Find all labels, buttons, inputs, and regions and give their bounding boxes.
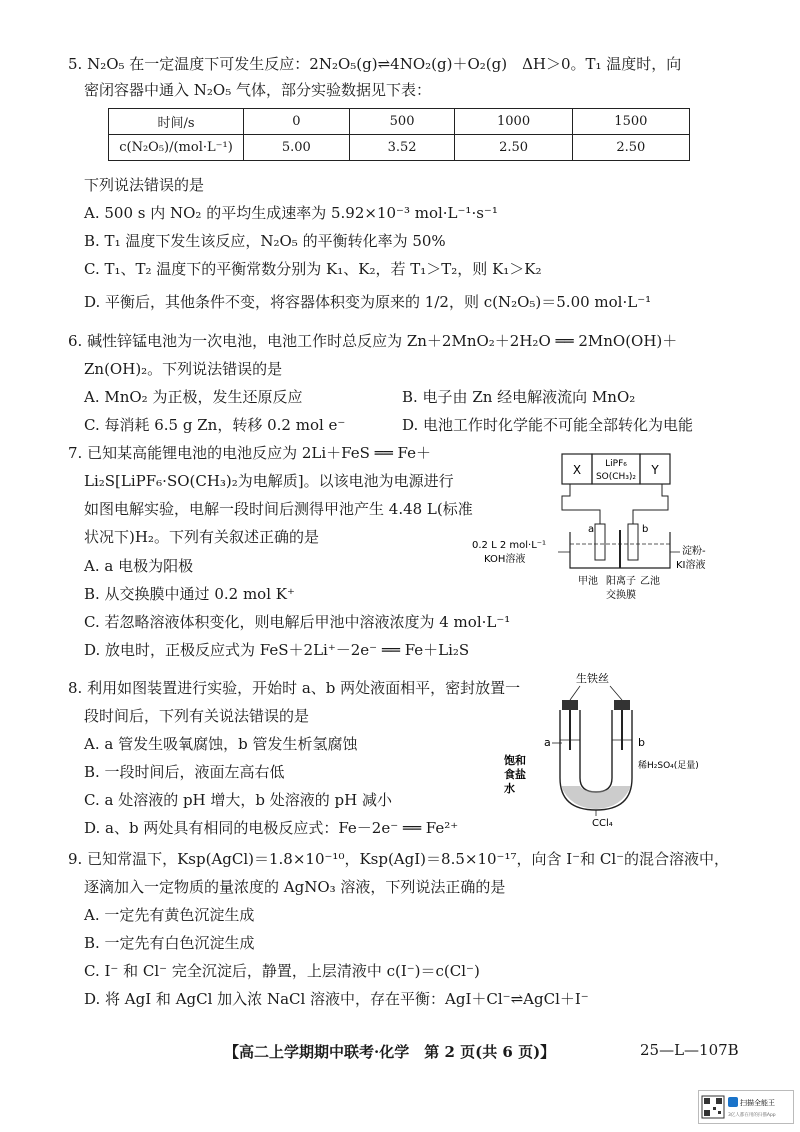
q6-stem-line1: 6. 碱性锌锰电池为一次电池，电池工作时总反应为 Zn＋2MnO₂＋2H₂O ══ 2MnO(OH)＋	[68, 332, 678, 350]
q7-stem-line3: 如图电解实验，电解一段时间后测得甲池产生 4.48 L(标准	[84, 500, 473, 518]
q6-option-a: A. MnO₂ 为正极，发生还原反应	[84, 388, 303, 406]
qr-dot	[718, 1111, 721, 1114]
cs-logo-icon	[728, 1097, 738, 1107]
q9-stem-line2: 逐滴加入一定物质的量浓度的 AgNO₃ 溶液，下列说法正确的是	[84, 878, 506, 896]
wire-left	[562, 484, 600, 524]
exam-code: 25—L—107B	[640, 1041, 739, 1059]
table-cell: 5.00	[244, 135, 350, 161]
label-koh-conc: 0.2 L 2 mol·L⁻¹	[472, 540, 547, 551]
electrode-b	[628, 524, 638, 560]
q6-option-c: C. 每消耗 6.5 g Zn，转移 0.2 mol e⁻	[84, 416, 346, 434]
label-so-ch3: SO(CH₃)₂	[595, 472, 637, 482]
q7-option-b: B. 从交换膜中通过 0.2 mol K⁺	[84, 585, 295, 603]
q7-electrolysis-figure	[470, 448, 780, 618]
table-cell: 时间/s	[109, 109, 244, 135]
q9-option-c: C. I⁻ 和 Cl⁻ 完全沉淀后，静置，上层清液中 c(I⁻)＝c(Cl⁻)	[84, 962, 480, 980]
q7-stem-line2: Li₂S[LiPF₆·SO(CH₃)₂为电解质]。以该电池为电源进行	[84, 472, 454, 490]
qr-corner	[704, 1098, 710, 1104]
table-cell: 1000	[455, 109, 572, 135]
ccl4-layer	[561, 786, 631, 809]
table-row	[109, 109, 690, 135]
q7-option-a: A. a 电极为阳极	[84, 557, 194, 575]
label-saturated: 饱和	[504, 754, 526, 767]
pointer-wire-left	[570, 686, 580, 700]
q5-prompt: 下列说法错误的是	[84, 176, 205, 194]
table-cell: 2.50	[572, 135, 689, 161]
q8-option-a: A. a 管发生吸氧腐蚀，b 管发生析氢腐蚀	[84, 735, 358, 753]
q9-option-a: A. 一定先有黄色沉淀生成	[84, 906, 255, 924]
label-ki-solution: KI溶液	[676, 560, 706, 571]
q6-option-b: B. 电子由 Zn 经电解液流向 MnO₂	[402, 388, 636, 406]
q9-option-d: D. 将 AgI 和 AgCl 加入浓 NaCl 溶液中，存在平衡：AgI＋Cl⁻⇌AgCl＋I⁻	[84, 990, 589, 1008]
q5-option-c: C. T₁、T₂ 温度下的平衡常数分别为 K₁、K₂，若 T₁＞T₂，则 K₁＞K₂	[84, 260, 542, 278]
q5-option-a: A. 500 s 内 NO₂ 的平均生成速率为 5.92×10⁻³ mol·L⁻¹·s⁻¹	[84, 204, 498, 222]
q7-option-d: D. 放电时，正极反应式为 FeS＋2Li⁺－2e⁻ ══ Fe＋Li₂S	[84, 641, 470, 659]
label-salt: 食盐	[504, 768, 526, 781]
label-electrode-b: b	[642, 524, 649, 535]
q9-option-b: B. 一定先有白色沉淀生成	[84, 934, 255, 952]
label-koh-solution: KOH溶液	[484, 554, 526, 565]
q7-stem-line4: 状况下)H₂。下列有关叙述正确的是	[84, 528, 319, 546]
pointer-wire-right	[610, 686, 622, 700]
q6-stem-line2: Zn(OH)₂。下列说法错误的是	[84, 360, 283, 378]
table-row	[109, 135, 690, 161]
label-ccl4: CCl₄	[592, 818, 613, 828]
u-tube-inner	[580, 710, 612, 792]
label-iron-wire: 生铁丝	[576, 672, 609, 685]
electrode-a	[595, 524, 605, 560]
q5-option-b: B. T₁ 温度下发生该反应，N₂O₅ 的平衡转化率为 50%	[84, 232, 446, 250]
q6-option-d: D. 电池工作时化学能不可能全部转化为电能	[402, 416, 694, 434]
label-lipf6: LiPF₆	[605, 459, 627, 469]
q8-stem-line2: 段时间后，下列有关说法错误的是	[84, 707, 310, 725]
stopper-left	[562, 700, 578, 710]
q5-stem-line1: 5. N₂O₅ 在一定温度下可发生反应：2N₂O₅(g)⇌4NO₂(g)＋O₂(g) ΔH＞0。T₁ 温度时，向	[68, 55, 682, 73]
label-yi-pool: 乙池	[640, 576, 660, 587]
qr-dot	[713, 1107, 716, 1110]
label-b: b	[638, 736, 645, 749]
label-starch: 淀粉-	[682, 546, 706, 557]
q8-option-c: C. a 处溶液的 pH 增大，b 处溶液的 pH 减小	[84, 791, 392, 809]
q8-option-d: D. a、b 两处具有相同的电极反应式：Fe－2e⁻ ══ Fe²⁺	[84, 819, 459, 837]
table-cell: c(N₂O₅)/(mol·L⁻¹)	[109, 135, 244, 161]
stamp-sub: 3亿人都在用的扫描App	[728, 1113, 776, 1118]
q5-data-table	[108, 108, 690, 161]
stopper-right	[614, 700, 630, 710]
q8-u-tube-figure	[500, 668, 700, 828]
qr-corner	[716, 1098, 722, 1104]
label-dilute-acid: 稀H₂SO₄(足量)	[638, 761, 699, 771]
q5-stem-line2: 密闭容器中通入 N₂O₅ 气体，部分实验数据见下表：	[84, 81, 431, 99]
table-cell: 2.50	[455, 135, 572, 161]
q7-option-c: C. 若忽略溶液体积变化，则电解后甲池中溶液浓度为 4 mol·L⁻¹	[84, 613, 511, 631]
q5-option-d: D. 平衡后，其他条件不变，将容器体积变为原来的 1/2，则 c(N₂O₅)＝5.00 mol·L⁻¹	[84, 293, 652, 311]
scanner-watermark	[698, 1090, 794, 1124]
label-x: X	[572, 463, 582, 477]
label-water: 水	[504, 782, 515, 795]
table-cell: 1500	[572, 109, 689, 135]
label-cation: 阳离子	[606, 576, 636, 587]
q9-stem-line1: 9. 已知常温下，Ksp(AgCl)＝1.8×10⁻¹⁰，Ksp(AgI)＝8.5×10⁻¹⁷，向含 I⁻和 Cl⁻的混合溶液中，	[68, 850, 730, 868]
qr-corner	[704, 1110, 710, 1116]
label-exchange-membrane: 交换膜	[606, 590, 636, 601]
label-jia-pool: 甲池	[578, 576, 598, 587]
table-cell: 500	[349, 109, 455, 135]
wire-right	[633, 484, 668, 524]
label-electrode-a: a	[588, 524, 595, 535]
label-y: Y	[651, 463, 659, 477]
page-footer: 【高二上学期期中联考·化学 第 2 页(共 6 页)】	[224, 1043, 556, 1061]
stamp-label: 扫描全能王	[740, 1099, 775, 1107]
table-cell: 3.52	[349, 135, 455, 161]
table-cell: 0	[244, 109, 350, 135]
q8-stem-line1: 8. 利用如图装置进行实验，开始时 a、b 两处液面相平，密封放置一	[68, 679, 521, 697]
q7-stem-line1: 7. 已知某高能锂电池的电池反应为 2Li＋FeS ══ Fe＋	[68, 444, 431, 462]
q8-option-b: B. 一段时间后，液面左高右低	[84, 763, 285, 781]
label-a: a	[544, 736, 551, 749]
